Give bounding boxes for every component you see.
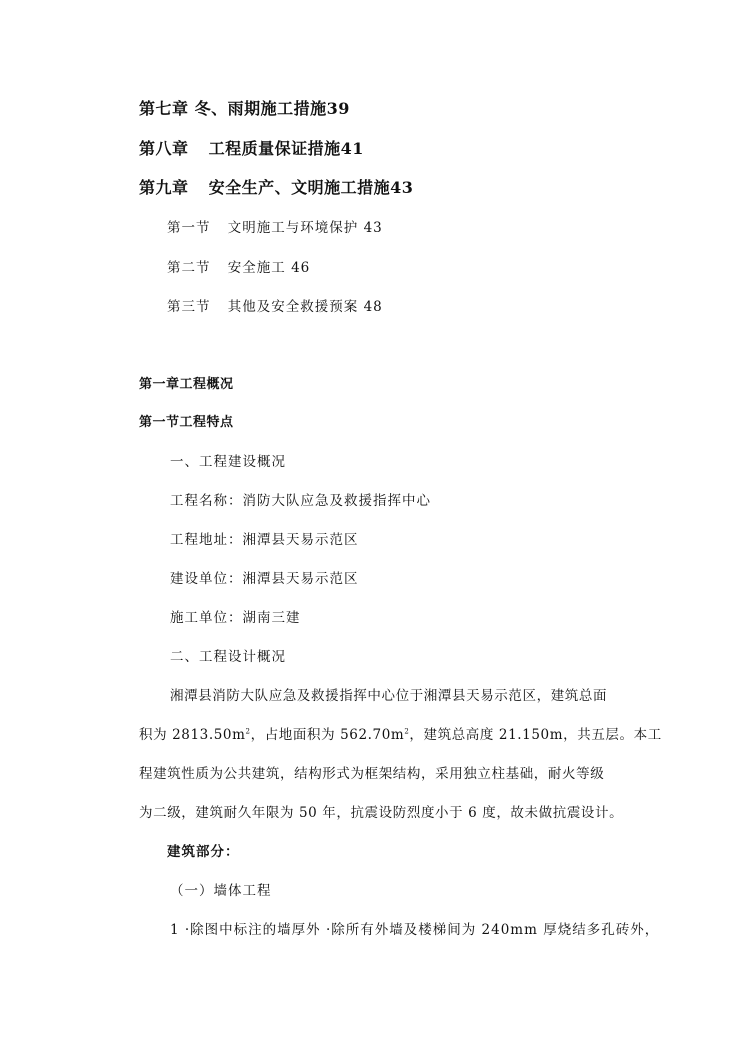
paragraph-line-2 bbox=[139, 723, 662, 743]
toc-section-title: 其他及安全救援预案 bbox=[227, 299, 359, 315]
chapter-heading: 第一章工程概况 bbox=[139, 377, 234, 392]
toc-section-page: 43 bbox=[363, 220, 383, 236]
toc-chapter-page: 39 bbox=[326, 99, 350, 118]
toc-section-label: 第二节 bbox=[167, 260, 211, 276]
toc-chapter-title: 安全生产、文明施工措施 bbox=[208, 178, 391, 197]
paragraph-line-1: 湘潭县消防大队应急及救援指挥中心位于湘潭县天易示范区，建筑总面 bbox=[170, 688, 608, 704]
toc-section-title: 文明施工与环境保护 bbox=[227, 220, 359, 236]
section-heading: 第一节工程特点 bbox=[139, 415, 234, 430]
toc-chapter-title: 工程质量保证措施 bbox=[208, 139, 341, 158]
wall-paragraph-line-1: 1 ·除图中标注的墙厚外 ·除所有外墙及楼梯间为 240mm 厚烧结多孔砖外， bbox=[170, 922, 660, 938]
contractor-unit: 施工单位：湖南三建 bbox=[170, 610, 301, 626]
toc-chapter-title: 冬、雨期施工措施 bbox=[194, 99, 327, 118]
toc-chapter-7[interactable] bbox=[139, 96, 350, 119]
toc-section-3[interactable] bbox=[167, 295, 383, 315]
toc-chapter-9[interactable] bbox=[139, 175, 413, 198]
toc-chapter-8[interactable] bbox=[139, 136, 364, 159]
toc-chapter-label: 第七章 bbox=[139, 99, 189, 118]
toc-section-label: 第三节 bbox=[167, 299, 211, 315]
design-heading: 二、工程设计概况 bbox=[170, 649, 286, 665]
builder-unit: 建设单位：湘潭县天易示范区 bbox=[170, 571, 359, 587]
toc-chapter-label: 第九章 bbox=[139, 178, 189, 197]
paragraph-line-4: 为二级，建筑耐久年限为 50 年，抗震设防烈度小于 6 度，故未做抗震设计。 bbox=[139, 805, 624, 821]
toc-section-1[interactable] bbox=[167, 216, 383, 236]
overview-heading: 一、工程建设概况 bbox=[170, 454, 286, 470]
toc-section-page: 48 bbox=[363, 299, 383, 315]
superscript: 2 bbox=[404, 727, 410, 736]
paragraph-text: ，建筑总高度 21.150m，共五层。本工 bbox=[409, 727, 662, 743]
toc-section-page: 46 bbox=[291, 260, 311, 276]
paragraph-text: ，占地面积为 562.70m bbox=[250, 727, 405, 743]
toc-chapter-page: 41 bbox=[340, 139, 364, 158]
project-name: 工程名称：消防大队应急及救援指挥中心 bbox=[170, 493, 431, 509]
project-address: 工程地址：湘潭县天易示范区 bbox=[170, 532, 359, 548]
wall-heading: （一）墙体工程 bbox=[170, 883, 272, 899]
toc-chapter-page: 43 bbox=[390, 178, 414, 197]
toc-section-title: 安全施工 bbox=[227, 260, 286, 276]
toc-section-2[interactable] bbox=[167, 256, 310, 276]
paragraph-line-3: 程建筑性质为公共建筑，结构形式为框架结构，采用独立柱基础，耐火等级 bbox=[139, 766, 605, 782]
architecture-heading: 建筑部分： bbox=[167, 844, 240, 860]
superscript: 2 bbox=[245, 727, 251, 736]
toc-chapter-label: 第八章 bbox=[139, 139, 189, 158]
paragraph-text: 积为 2813.50m bbox=[139, 727, 246, 743]
toc-section-label: 第一节 bbox=[167, 220, 211, 236]
